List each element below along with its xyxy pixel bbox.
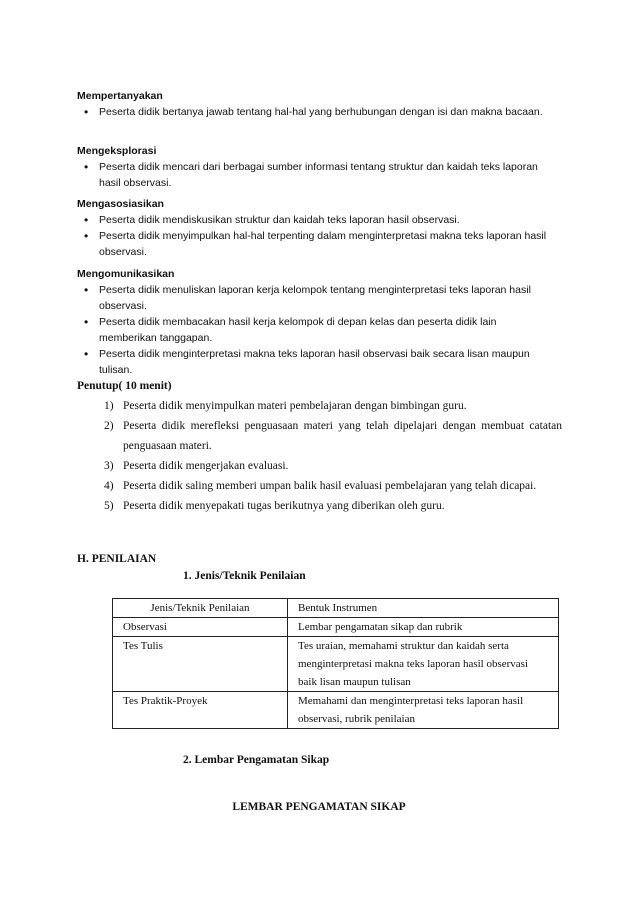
table-cell: Tes Tulis — [113, 637, 288, 692]
section-mengomunikasikan — [77, 266, 557, 378]
section-heading: Mempertanyakan — [77, 90, 163, 102]
step-number: 4) — [104, 480, 114, 492]
table-cell: Tes uraian, memahami struktur dan kaidah serta menginterpretasi makna teks laporan hasil observasi baik lisan maupun tulisan — [288, 637, 559, 692]
table-row — [113, 618, 559, 637]
lembar-pengamatan-title: LEMBAR PENGAMATAN SIKAP — [232, 801, 406, 813]
table-row — [113, 692, 559, 729]
table-header-cell: Bentuk Instrumen — [288, 599, 559, 618]
penutup-steps — [104, 396, 562, 516]
penilaian-subtitle-2: 2. Lembar Pengamatan Sikap — [183, 754, 330, 766]
step-text: Peserta didik saling memberi umpan balik hasil evaluasi pembelajaran yang telah dicapai. — [123, 480, 537, 492]
list-item: • Peserta didik menuliskan laporan kerja kelompok tentang menginterpretasi teks laporan hasil observasi. — [77, 282, 557, 314]
list-item: • Peserta didik mendiskusikan struktur dan kaidah teks laporan hasil observasi. — [77, 212, 557, 228]
list-item — [104, 416, 562, 456]
table-cell: Observasi — [113, 618, 288, 637]
list-item: • Peserta didik menginterpretasi makna teks laporan hasil observasi baik secara lisan maupun tulisan. — [77, 346, 557, 378]
table-cell: Lembar pengamatan sikap dan rubrik — [288, 618, 559, 637]
list-item — [104, 496, 562, 516]
list-item — [104, 396, 562, 416]
step-text: Peserta didik menyepakati tugas berikutnya yang diberikan oleh guru. — [123, 500, 445, 512]
penilaian-table — [112, 598, 559, 729]
table-row — [113, 637, 559, 692]
table-header-row — [113, 599, 559, 618]
table-cell: Tes Praktik-Proyek — [113, 692, 288, 729]
bullet-list — [77, 159, 557, 191]
step-number: 3) — [104, 460, 114, 472]
list-item: • Peserta didik bertanya jawab tentang hal-hal yang berhubungan dengan isi dan makna bacaan. — [77, 104, 557, 120]
section-heading: Mengeksplorasi — [77, 145, 157, 157]
table-header-cell: Jenis/Teknik Penilaian — [113, 599, 288, 618]
penilaian-title: H. PENILAIAN — [77, 553, 157, 565]
bullet-list — [77, 212, 557, 260]
section-mengeksplorasi — [77, 143, 557, 191]
list-item: • Peserta didik membacakan hasil kerja kelompok di depan kelas dan peserta didik lain memberikan tanggapan. — [77, 314, 557, 346]
step-number: 2) — [104, 420, 114, 432]
bullet-list — [77, 104, 557, 120]
list-item — [104, 456, 562, 476]
step-text: Peserta didik mengerjakan evaluasi. — [123, 460, 289, 472]
section-heading: Mengomunikasikan — [77, 268, 175, 280]
section-mempertanyakan — [77, 88, 557, 120]
step-number: 1) — [104, 400, 114, 412]
list-item: • Peserta didik menyimpulkan hal-hal terpenting dalam menginterpretasi makna teks laporan hasil observasi. — [77, 228, 557, 260]
section-heading: Mengasosiasikan — [77, 198, 164, 210]
penutup-title: Penutup( 10 menit) — [77, 380, 172, 392]
step-number: 5) — [104, 500, 114, 512]
table-cell: Memahami dan menginterpretasi teks laporan hasil observasi, rubrik penilaian — [288, 692, 559, 729]
penilaian-subtitle-1: 1. Jenis/Teknik Penilaian — [183, 570, 306, 582]
list-item: • Peserta didik mencari dari berbagai sumber informasi tentang struktur dan kaidah teks laporan hasil observasi. — [77, 159, 557, 191]
bullet-list — [77, 282, 557, 378]
list-item — [104, 476, 562, 496]
step-text: Peserta didik merefleksi penguasaan materi yang telah dipelajari dengan membuat catatan penguasaan materi. — [123, 420, 562, 452]
step-text: Peserta didik menyimpulkan materi pembelajaran dengan bimbingan guru. — [123, 400, 467, 412]
section-mengasosiasikan — [77, 196, 557, 260]
